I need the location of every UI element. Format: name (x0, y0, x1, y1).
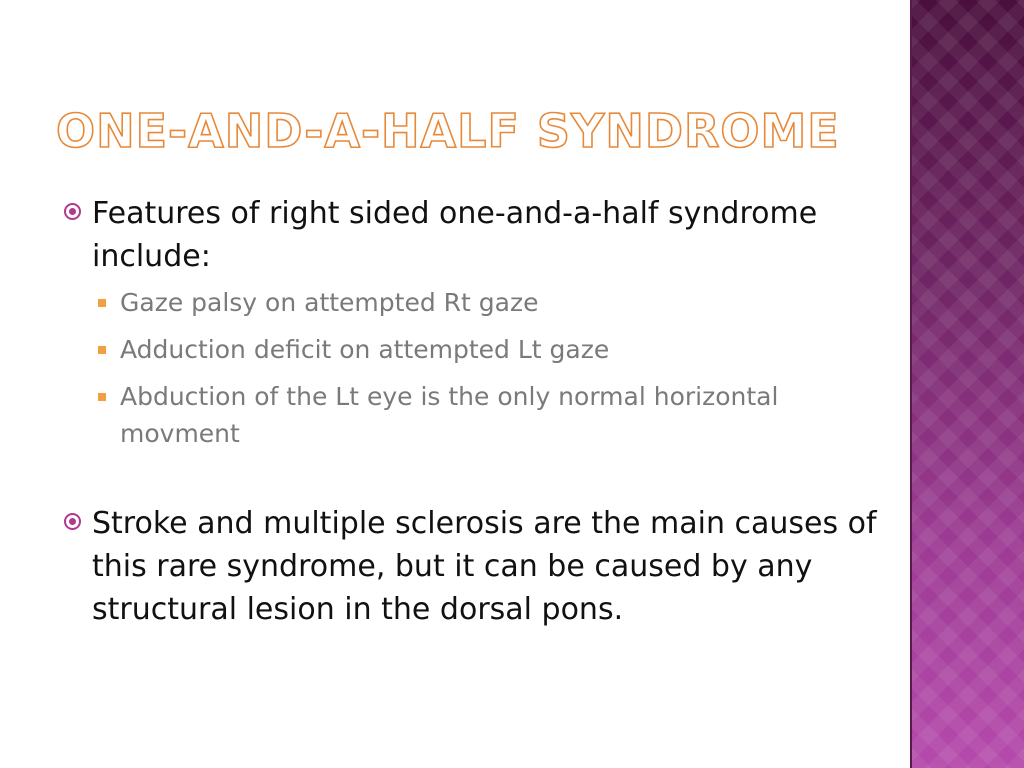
square-bullet-icon (98, 393, 106, 401)
circle-dot-icon (64, 513, 81, 530)
bullet-text: Features of right sided one-and-a-half syndrome include: (92, 196, 818, 274)
square-bullet-icon (98, 346, 106, 354)
sub-bullet-list (92, 284, 890, 452)
slide-content (60, 192, 890, 631)
sub-bullet-item (92, 331, 890, 368)
sub-bullet-text: Gaze palsy on attempted Rt gaze (120, 288, 539, 317)
circle-dot-icon (64, 203, 81, 220)
spacer (60, 462, 890, 502)
sub-bullet-text: Abduction of the Lt eye is the only normal horizontal movment (120, 382, 779, 448)
decorative-side-panel (912, 0, 1024, 768)
bullet-text: Stroke and multiple sclerosis are the main causes of this rare syndrome, but it can be caused by any structural lesion in the dorsal pons. (92, 506, 877, 627)
sub-bullet-item (92, 284, 890, 321)
slide-title: ONE-AND-A-HALF SYNDROME (56, 104, 840, 158)
sub-bullet-text: Adduction deficit on attempted Lt gaze (120, 335, 610, 364)
sub-bullet-item (92, 378, 890, 452)
square-bullet-icon (98, 299, 106, 307)
bullet-item (60, 502, 890, 631)
bullet-item (60, 192, 890, 278)
